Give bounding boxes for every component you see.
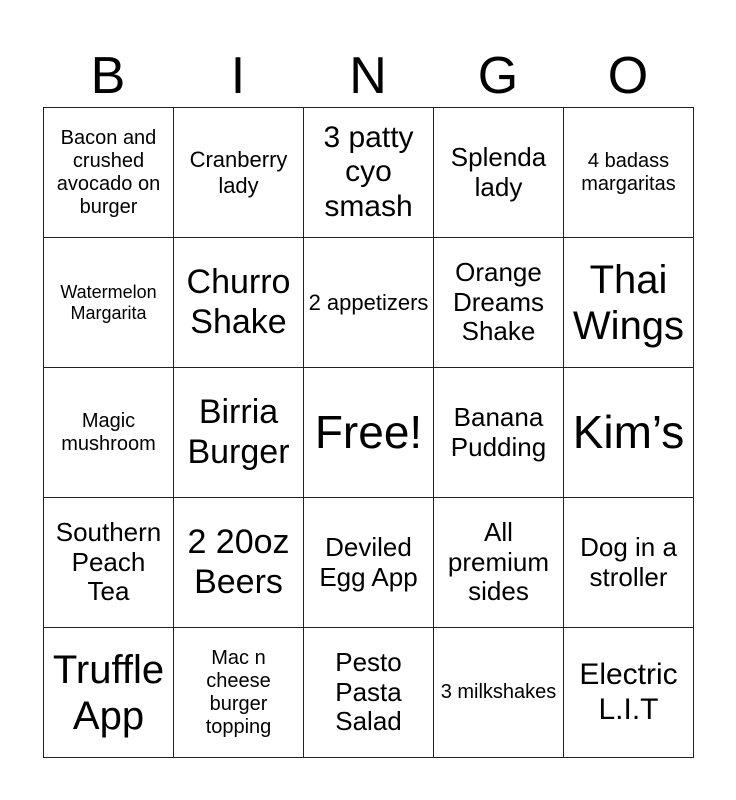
bingo-cell[interactable]: All premium sides <box>434 498 564 628</box>
bingo-cell[interactable]: Magic mushroom <box>44 368 174 498</box>
bingo-board <box>43 107 694 758</box>
bingo-cell[interactable]: Electric L.I.T <box>564 628 694 758</box>
bingo-cell[interactable]: Deviled Egg App <box>304 498 434 628</box>
header-letter-i: I <box>230 47 246 105</box>
board-row <box>44 238 694 368</box>
board-row <box>44 628 694 758</box>
bingo-cell[interactable]: Bacon and crushed avocado on burger <box>44 108 174 238</box>
header-letter-n: N <box>349 47 387 105</box>
board-row <box>44 368 694 498</box>
board-row <box>44 108 694 238</box>
bingo-cell[interactable]: Southern Peach Tea <box>44 498 174 628</box>
bingo-cell[interactable]: Watermelon Margarita <box>44 238 174 368</box>
bingo-cell[interactable]: Churro Shake <box>174 238 304 368</box>
bingo-cell[interactable]: Orange Dreams Shake <box>434 238 564 368</box>
bingo-cell[interactable]: 4 badass margaritas <box>564 108 694 238</box>
bingo-cell[interactable]: Pesto Pasta Salad <box>304 628 434 758</box>
header-letter-b: B <box>90 47 126 105</box>
bingo-cell[interactable]: Cranberry lady <box>174 108 304 238</box>
header-letter-o: O <box>607 47 649 105</box>
bingo-cell[interactable]: 2 20oz Beers <box>174 498 304 628</box>
bingo-cell[interactable]: Kim’s <box>564 368 694 498</box>
bingo-cell[interactable]: Mac n cheese burger topping <box>174 628 304 758</box>
free-space-cell[interactable]: Free! <box>304 368 434 498</box>
board-row <box>44 498 694 628</box>
bingo-cell[interactable]: Birria Burger <box>174 368 304 498</box>
bingo-cell[interactable]: 2 appetizers <box>304 238 434 368</box>
header-letter-g: G <box>477 47 519 105</box>
bingo-header <box>43 44 693 108</box>
bingo-cell[interactable]: 3 patty cyo smash <box>304 108 434 238</box>
bingo-cell[interactable]: 3 milkshakes <box>434 628 564 758</box>
bingo-cell[interactable]: Truffle App <box>44 628 174 758</box>
bingo-cell[interactable]: Thai Wings <box>564 238 694 368</box>
bingo-cell[interactable]: Dog in a stroller <box>564 498 694 628</box>
bingo-cell[interactable]: Banana Pudding <box>434 368 564 498</box>
bingo-cell[interactable]: Splenda lady <box>434 108 564 238</box>
